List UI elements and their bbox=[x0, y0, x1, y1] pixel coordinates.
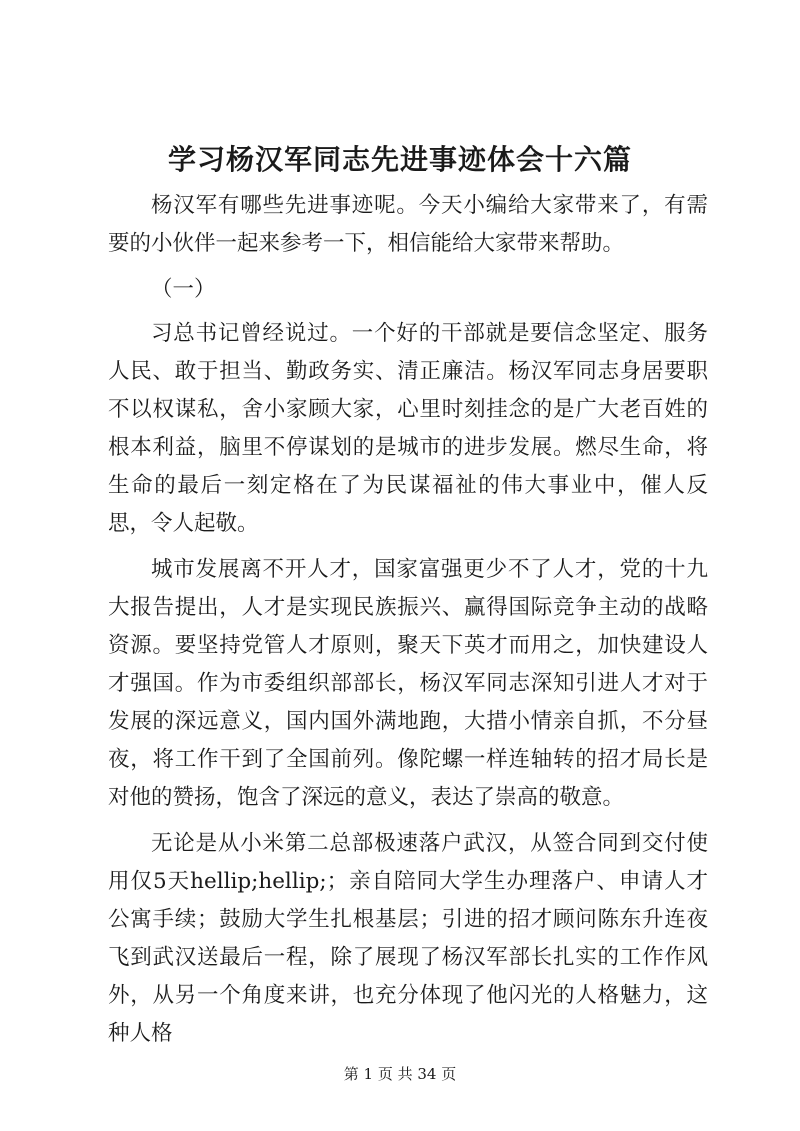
intro-paragraph: 杨汉军有哪些先进事迹呢。今天小编给大家带来了，有需要的小伙伴一起来参考一下，相信能给大家带来帮助。 bbox=[108, 193, 708, 256]
page-footer: 第 1 页 共 34 页 bbox=[343, 1065, 457, 1083]
body-paragraph: 城市发展离不开人才，国家富强更少不了人才，党的十九大报告提出，人才是实现民族振兴、赢得国际竞争主动的战略资源。要坚持党管人才原则，聚天下英才而用之，加快建设人才强国。作为市委组织部部长，杨汉军同志深知引进人才对于发展的深远意义，国内国外满地跑，大措小情亲自抓，不分昼夜，将工作干到了全国前列。像陀螺一样连轴转的招才局长是对他的赞扬，饱含了深远的意义，表达了崇高的敬意。 bbox=[108, 557, 708, 810]
document-title: 学习杨汉军同志先进事迹体会十六篇 bbox=[167, 143, 632, 176]
document-body bbox=[108, 187, 708, 1053]
body-paragraph: 习总书记曾经说过。一个好的干部就是要信念坚定、服务人民、敢于担当、勤政务实、清正廉洁。杨汉军同志身居要职不以权谋私，舍小家顾大家，心里时刻挂念的是广大老百姓的根本利益，脑里不停谋划的是城市的进步发展。燃尽生命，将生命的最后一刻定格在了为民谋福祉的伟大事业中，催人反思，令人起敬。 bbox=[108, 321, 708, 536]
body-paragraph: 无论是从小米第二总部极速落户武汉，从签合同到交付使用仅5天hellip;hellip;；亲自陪同大学生办理落户、申请人才公寓手续；鼓励大学生扎根基层；引进的招才顾问陈东升连夜飞到武汉送最后一程，除了展现了杨汉军部长扎实的工作作风外，从另一个角度来讲，也充分体现了他闪光的人格魅力，这种人格 bbox=[108, 831, 708, 1046]
section-heading: （一） bbox=[151, 277, 216, 302]
